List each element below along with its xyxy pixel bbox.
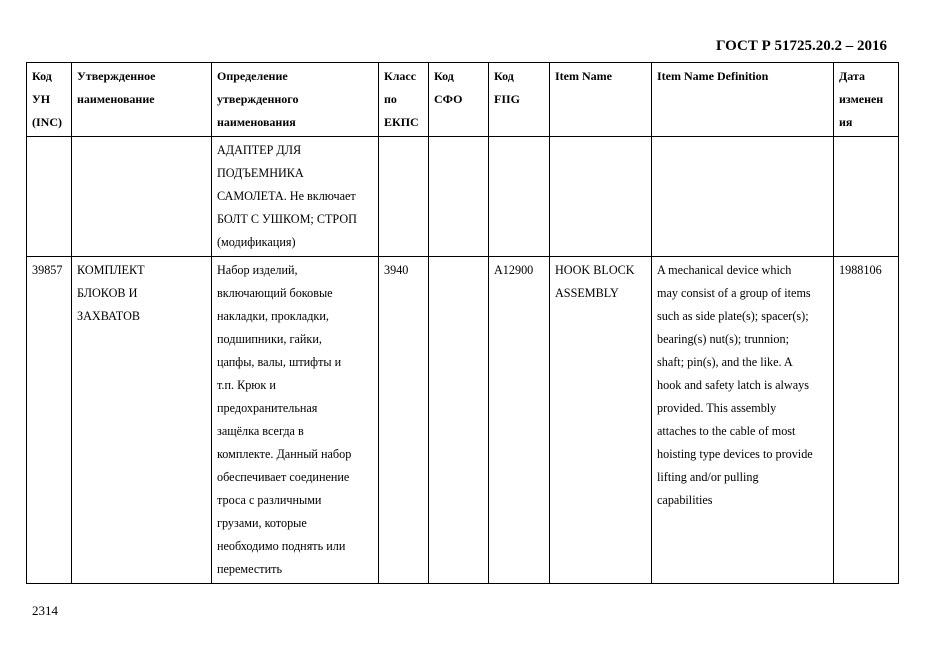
document-title: ГОСТ Р 51725.20.2 – 2016 <box>715 38 887 54</box>
cell-item-name: HOOK BLOCK ASSEMBLY <box>550 257 652 584</box>
header-inc: Код УН (INC) <box>27 63 72 137</box>
cell-fiig-code <box>489 137 550 257</box>
cell-fiig-code: A12900 <box>489 257 550 584</box>
header-definition: Определение утвержденного наименования <box>212 63 379 137</box>
cell-item-name-definition: A mechanical device which may consist of a group of items such as side plate(s); spacer(s); bearing(s) nut(s); trunnion; shaft; pin(s), and the like. A hook and safety latch is always provided. This assembly attaches to the cable of most hoisting type devices to provide lifting and/or pulling capabilities <box>652 257 834 584</box>
cell-change-date: 1988106 <box>834 257 899 584</box>
catalog-table <box>26 62 899 584</box>
cell-item-name <box>550 137 652 257</box>
header-item-name-definition: Item Name Definition <box>652 63 834 137</box>
header-ekps-class: Класс по ЕКПС <box>379 63 429 137</box>
header-sfo-code: Код СФО <box>429 63 489 137</box>
cell-change-date <box>834 137 899 257</box>
header-change-date: Дата изменен ия <box>834 63 899 137</box>
table-row <box>27 257 899 584</box>
cell-definition: АДАПТЕР ДЛЯ ПОДЪЕМНИКА САМОЛЕТА. Не включает БОЛТ С УШКОМ; СТРОП (модификация) <box>212 137 379 257</box>
cell-sfo-code <box>429 257 489 584</box>
header-fiig-code: Код FIIG <box>489 63 550 137</box>
page-number: 2314 <box>32 603 58 618</box>
cell-approved-name: КОМПЛЕКТ БЛОКОВ И ЗАХВАТОВ <box>72 257 212 584</box>
cell-inc: 39857 <box>27 257 72 584</box>
header-approved-name: Утвержденное наименование <box>72 63 212 137</box>
cell-definition: Набор изделий, включающий боковые накладки, прокладки, подшипники, гайки, цапфы, валы, штифты и т.п. Крюк и предохранительная защёлка всегда в комплекте. Данный набор обеспечивает соединение троса с различными грузами, которые необходимо поднять или переместить <box>212 257 379 584</box>
table-row-continued <box>27 137 899 257</box>
cell-item-name-definition <box>652 137 834 257</box>
cell-approved-name <box>72 137 212 257</box>
table-header-row <box>27 63 899 137</box>
cell-sfo-code <box>429 137 489 257</box>
cell-inc <box>27 137 72 257</box>
header-item-name: Item Name <box>550 63 652 137</box>
cell-ekps-class <box>379 137 429 257</box>
cell-ekps-class: 3940 <box>379 257 429 584</box>
